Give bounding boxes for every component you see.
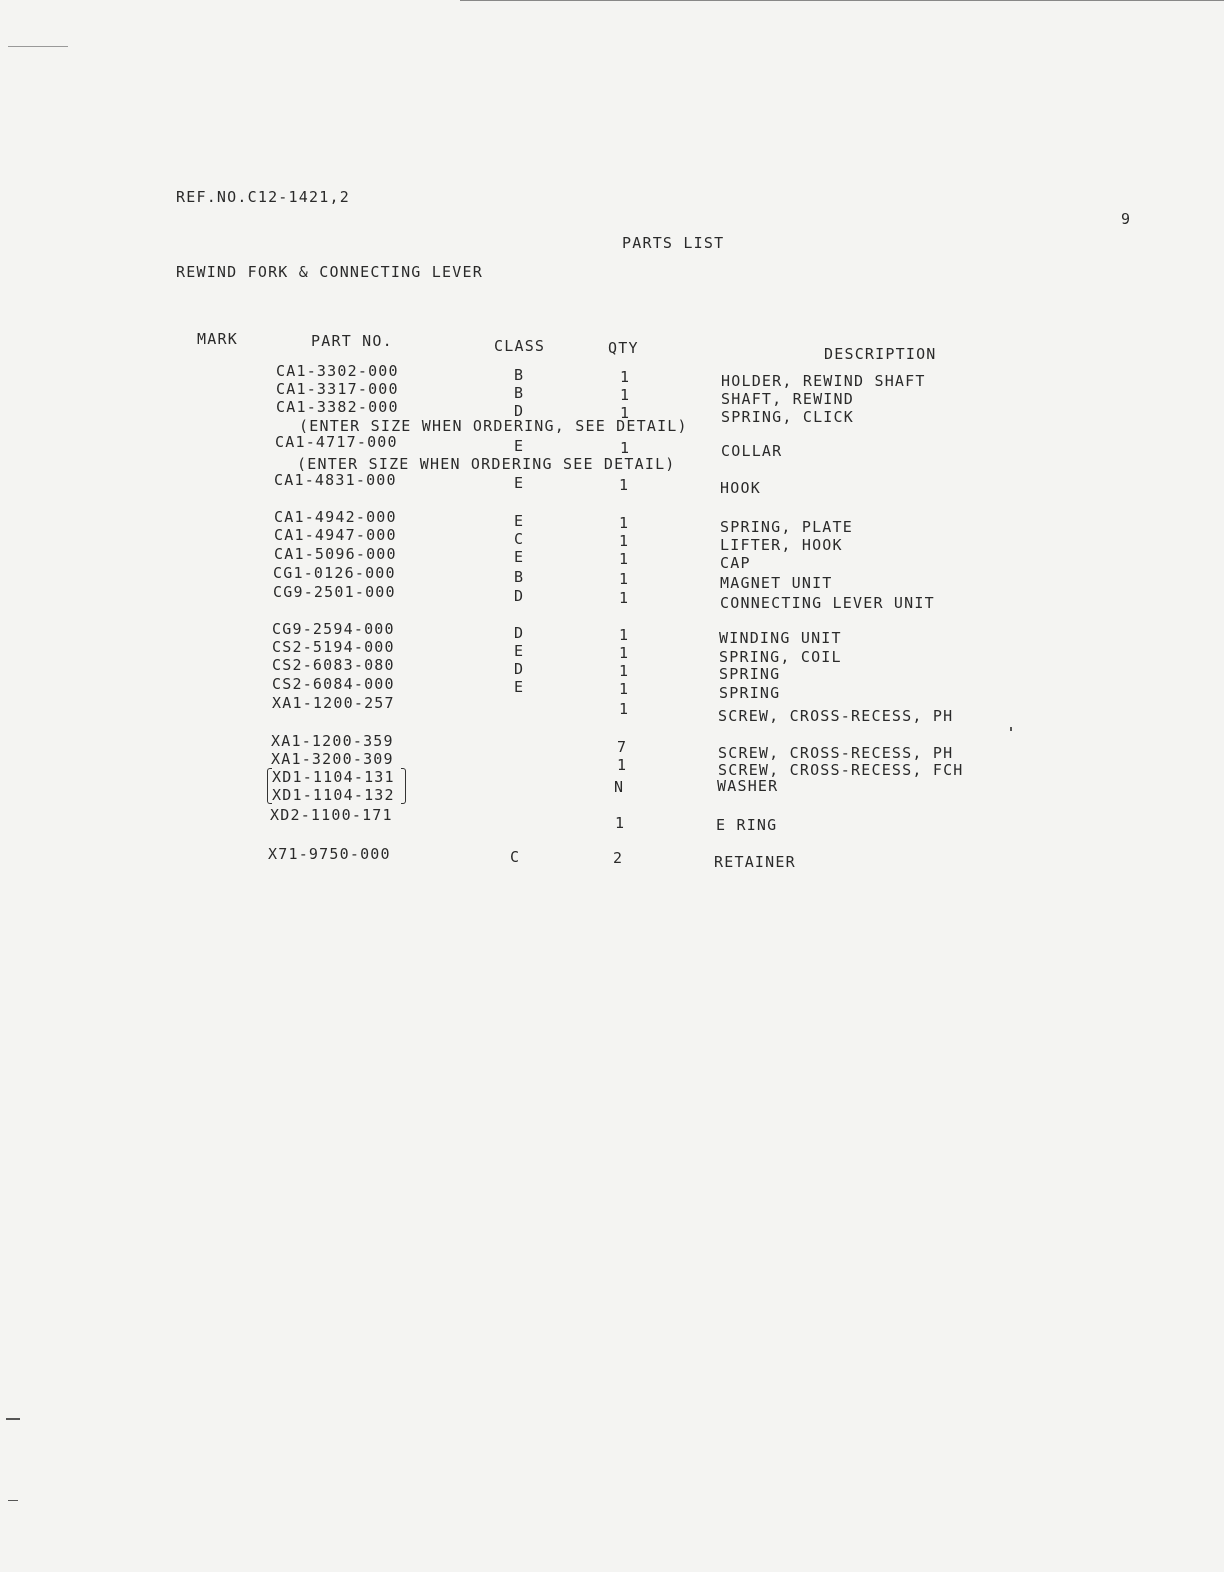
class-code: C [514,530,524,548]
washer-quantity: N [614,778,624,796]
class-code: E [514,512,524,530]
quantity: 1 [615,814,625,832]
description: SPRING, PLATE [720,518,853,536]
part-number: XA1-1200-257 [272,694,395,712]
quantity: 1 [619,532,629,550]
scan-mark [8,46,68,47]
quantity: 1 [620,404,630,422]
description: MAGNET UNIT [720,574,833,592]
description: SPRING [719,684,781,702]
part-number: CS2-5194-000 [272,638,395,656]
quantity: 7 [617,738,627,756]
class-code: E [514,678,524,696]
part-number: X71-9750-000 [268,845,391,863]
description: E RING [716,816,778,834]
quantity: 1 [619,700,629,718]
description: CONNECTING LEVER UNIT [720,594,935,612]
table-row [0,768,1224,786]
description: SPRING, COIL [719,648,842,666]
quantity: 1 [617,756,627,774]
part-number: CG9-2501-000 [273,583,396,601]
part-number: CG9-2594-000 [272,620,395,638]
column-header-part-no: PART NO. [311,332,393,350]
quantity: 1 [619,626,629,644]
part-number: XD1-1104-131 [272,768,395,786]
class-code: B [514,568,524,586]
section-title: REWIND FORK & CONNECTING LEVER [176,263,483,281]
part-number: XD2-1100-171 [270,806,393,824]
description: WINDING UNIT [719,629,842,647]
class-code: D [514,587,524,605]
quantity: 1 [619,680,629,698]
description: RETAINER [714,853,796,871]
class-code: E [514,642,524,660]
class-code: D [514,660,524,678]
column-header-qty: QTY [608,339,639,357]
part-number: XA1-3200-309 [271,750,394,768]
table-row [0,694,1224,725]
quantity: 1 [619,476,629,494]
part-number: CA1-4947-000 [274,526,397,544]
reference-number: REF.NO.C12-1421,2 [176,188,350,206]
table-row [0,675,1224,702]
right-bracket [401,768,406,804]
description: SHAFT, REWIND [721,390,854,408]
part-number: CS2-6083-080 [272,656,395,674]
quantity: 1 [620,386,630,404]
description: CAP [720,554,751,572]
part-number: CG1-0126-000 [273,564,396,582]
description: SCREW, CROSS-RECESS, PH [718,707,954,725]
quantity: 1 [620,368,630,386]
class-code: E [514,548,524,566]
class-code: E [514,437,524,455]
column-header-description: DESCRIPTION [824,345,937,363]
quantity: 1 [619,514,629,532]
scan-mark [1010,727,1012,731]
part-number: CA1-3382-000 [276,398,399,416]
quantity: 1 [619,589,629,607]
class-code: B [514,366,524,384]
table-row [0,845,1224,871]
description: HOLDER, REWIND SHAFT [721,372,926,390]
quantity: 1 [619,662,629,680]
quantity: 1 [620,439,630,457]
table-row [0,471,1224,497]
quantity: 1 [619,550,629,568]
ordering-note: (ENTER SIZE WHEN ORDERING SEE DETAIL) [297,455,676,473]
description: LIFTER, HOOK [720,536,843,554]
table-row [0,433,1224,460]
table-row [0,545,1224,572]
class-code: E [514,474,524,492]
part-number: CA1-5096-000 [274,545,397,563]
description: COLLAR [721,442,783,460]
description: HOOK [720,479,761,497]
class-code: D [514,402,524,420]
description: SCREW, CROSS-RECESS, FCH [718,761,964,779]
part-number: XA1-1200-359 [271,732,394,750]
ordering-note: (ENTER SIZE WHEN ORDERING, SEE DETAIL) [299,417,688,435]
column-header-mark: MARK [197,330,238,348]
part-number: CA1-4717-000 [275,433,398,451]
part-number: CA1-4942-000 [274,508,397,526]
scan-edge-line [460,0,1224,1]
quantity: 1 [619,570,629,588]
class-code: D [514,624,524,642]
table-row [0,786,1224,804]
table-row [0,583,1224,612]
description: SPRING, CLICK [721,408,854,426]
table-row [0,806,1224,834]
part-number: CA1-4831-000 [274,471,397,489]
part-number: XD1-1104-132 [272,786,395,804]
part-number: CA1-3302-000 [276,362,399,380]
table-row [0,656,1224,683]
part-number: CA1-3317-000 [276,380,399,398]
description: SPRING [719,665,781,683]
page-number: 9 [1121,210,1132,228]
column-header-class: CLASS [494,337,546,355]
class-code: C [510,848,520,866]
page-title: PARTS LIST [622,234,725,252]
description: SCREW, CROSS-RECESS, PH [718,744,954,762]
quantity: 1 [619,644,629,662]
washer-description: WASHER [717,777,779,795]
class-code: B [514,384,524,402]
scan-mark [6,1418,20,1420]
quantity: 2 [613,849,623,867]
part-number: CS2-6084-000 [272,675,395,693]
scan-mark [8,1500,18,1501]
